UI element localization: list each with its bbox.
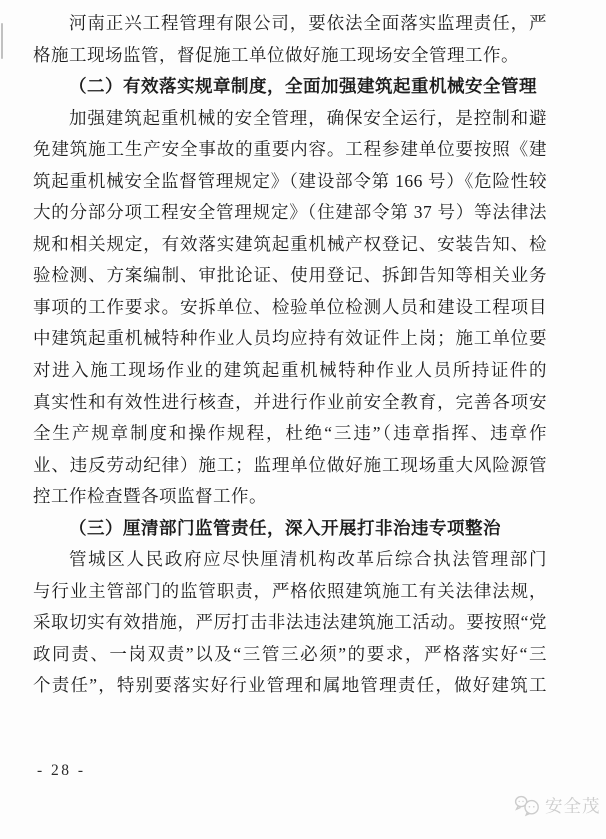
- scan-artifact: [1, 23, 3, 59]
- page-number: - 28 -: [37, 762, 86, 779]
- section-heading: （二）有效落实规章制度，全面加强建筑起重机械安全管理: [69, 76, 537, 97]
- text-line: 免建筑施工生产安全事故的重要内容。工程参建单位要按照《建: [33, 139, 547, 160]
- text-line: 采取切实有效措施，严厉打击非法违法建筑施工活动。要按照“党: [33, 612, 547, 633]
- text-line: 管城区人民政府应尽快厘清机构改革后综合执法管理部门: [69, 549, 547, 570]
- text-line: 控工作检查暨各项监督工作。: [33, 486, 267, 507]
- text-block: [33, 8, 547, 702]
- text-line: 加强建筑起重机械的安全管理，确保安全运行，是控制和避: [69, 107, 547, 128]
- text-line: 格施工现场监管，督促施工单位做好施工现场安全管理工作。: [33, 44, 519, 65]
- text-line: 对进入施工现场作业的建筑起重机械特种作业人员所持证件的: [33, 360, 547, 381]
- watermark-label: 安全茂: [545, 796, 601, 816]
- text-line: 河南正兴工程管理有限公司，要依法全面落实监理责任，严: [69, 13, 547, 33]
- text-line: 事项的工作要求。安拆单位、检验单位检测人员和建设工程项目: [33, 296, 547, 317]
- text-line: 业、违反劳动纪律）施工；监理单位做好施工现场重大风险源管: [33, 454, 547, 475]
- section-heading: （三）厘清部门监管责任，深入开展打非治违专项整治: [69, 517, 501, 538]
- text-line: 真实性和有效性进行核查，并进行作业前安全教育，完善各项安: [33, 391, 547, 412]
- text-line: 筑起重机械安全监督管理规定》（建设部令第 166 号）《危险性较: [33, 170, 547, 191]
- text-line: 全生产规章制度和操作规程，杜绝“三违”（违章指挥、违章作: [33, 423, 547, 444]
- text-line: 政同责、一岗双责”以及“三管三必须”的要求，严格落实好“三: [33, 643, 547, 664]
- text-line: 中建筑起重机械特种作业人员均应持有效证件上岗；施工单位要: [33, 328, 547, 349]
- text-line: 验检测、方案编制、审批论证、使用登记、拆卸告知等相关业务: [33, 265, 547, 286]
- watermark: [514, 793, 601, 818]
- text-line: 与行业主管部门的监管职责，严格依照建筑施工有关法律法规，: [33, 580, 547, 601]
- text-line: 大的分部分项工程安全管理规定》（住建部令第 37 号）等法律法: [33, 202, 547, 223]
- text-line: 规和相关规定，有效落实建筑起重机械产权登记、安装告知、检: [33, 233, 547, 254]
- text-line: 个责任”，特别要落实好行业管理和属地管理责任，做好建筑工: [33, 675, 547, 696]
- chat-bubbles-icon: [514, 794, 541, 817]
